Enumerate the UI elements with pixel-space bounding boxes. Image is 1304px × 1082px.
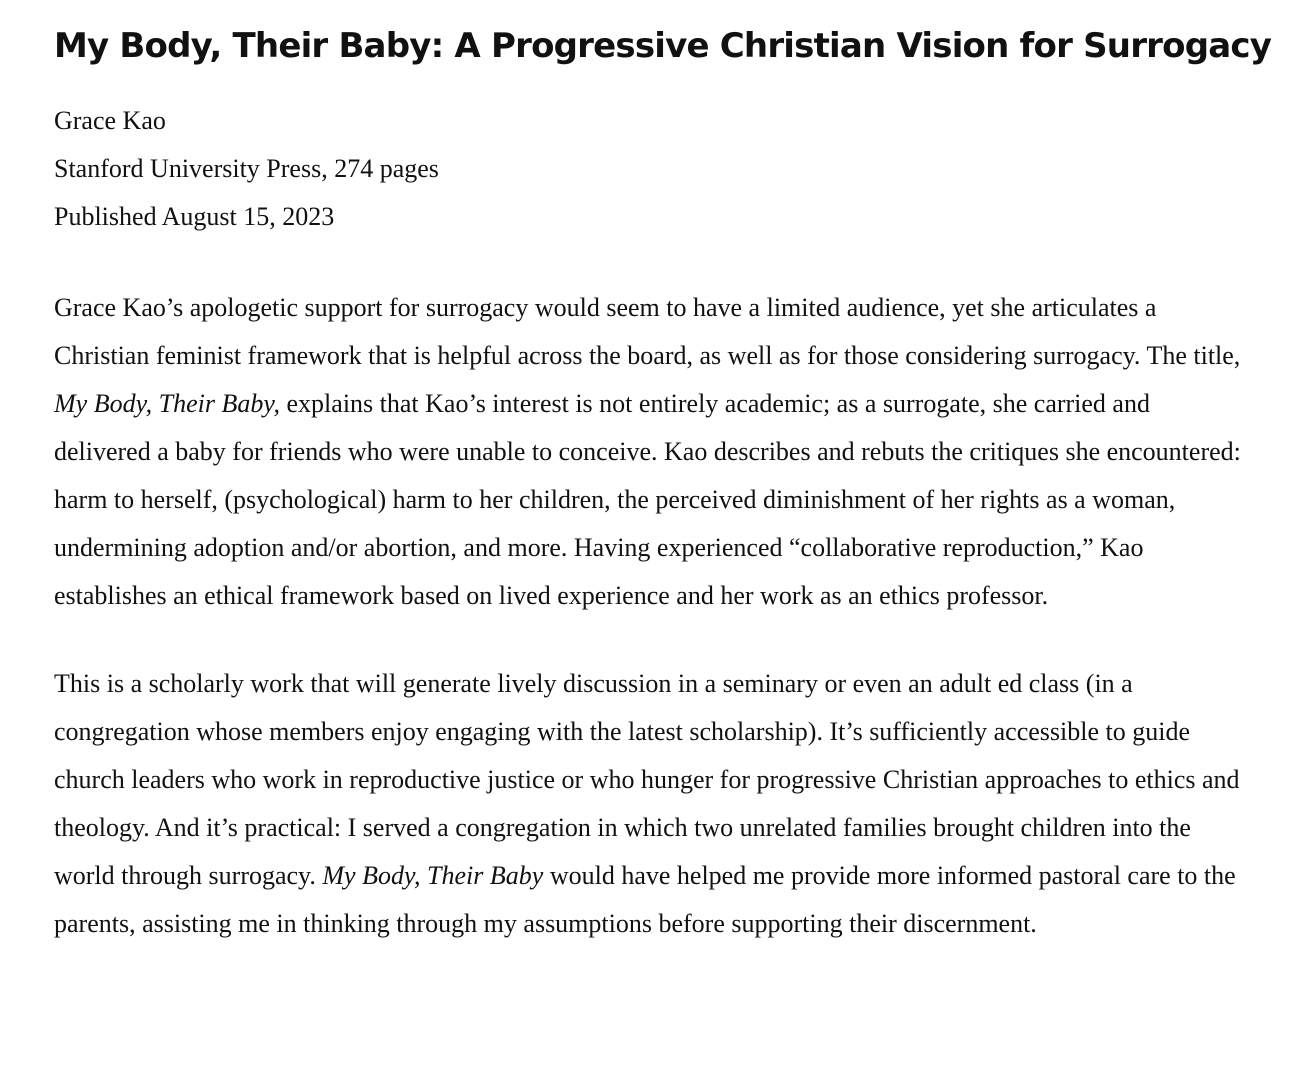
book-title-italic: My Body, Their Baby: [322, 861, 544, 890]
book-title-italic: My Body, Their Baby,: [54, 389, 281, 418]
book-metadata: [54, 97, 1254, 241]
book-publication-date: Published August 15, 2023: [54, 202, 335, 231]
book-publisher: Stanford University Press, 274 pages: [54, 154, 439, 183]
paragraph-text: explains that Kao’s interest is not entirely academic; as a surrogate, she carried and delivered a baby for friends who were unable to conceive. Kao describes and rebuts the critiques she encountered: harm to herself, (psychological) harm to her children, the perceived diminishment of her rights as a woman, undermining adoption and/or abortion, and more. Having experienced “collaborative reproduction,” Kao establishes an ethical framework based on lived experience and her work as an ethics professor.: [54, 389, 1241, 610]
review-title: My Body, Their Baby: A Progressive Christian Vision for Surrogacy: [54, 26, 1272, 66]
paragraph-text: Grace Kao’s apologetic support for surrogacy would seem to have a limited audience, yet she articulates a Christian feminist framework that is helpful across the board, as well as for those considering surrogacy. The title,: [54, 293, 1241, 370]
review-paragraph-1: [54, 284, 1249, 620]
paragraph-text: would have helped me provide more informed pastoral care to the parents, assisting me in thinking through my assumptions before supporting their discernment.: [54, 861, 1236, 938]
book-author: Grace Kao: [54, 106, 166, 135]
paragraph-text: This is a scholarly work that will generate lively discussion in a seminary or even an adult ed class (in a congregation whose members enjoy engaging with the latest scholarship). It’s sufficiently accessible to guide church leaders who work in reproductive justice or who hunger for progressive Christian approaches to ethics and theology. And it’s practical: I served a congregation in which two unrelated families brought children into the world through surrogacy.: [54, 669, 1240, 890]
review-paragraph-2: [54, 660, 1249, 948]
